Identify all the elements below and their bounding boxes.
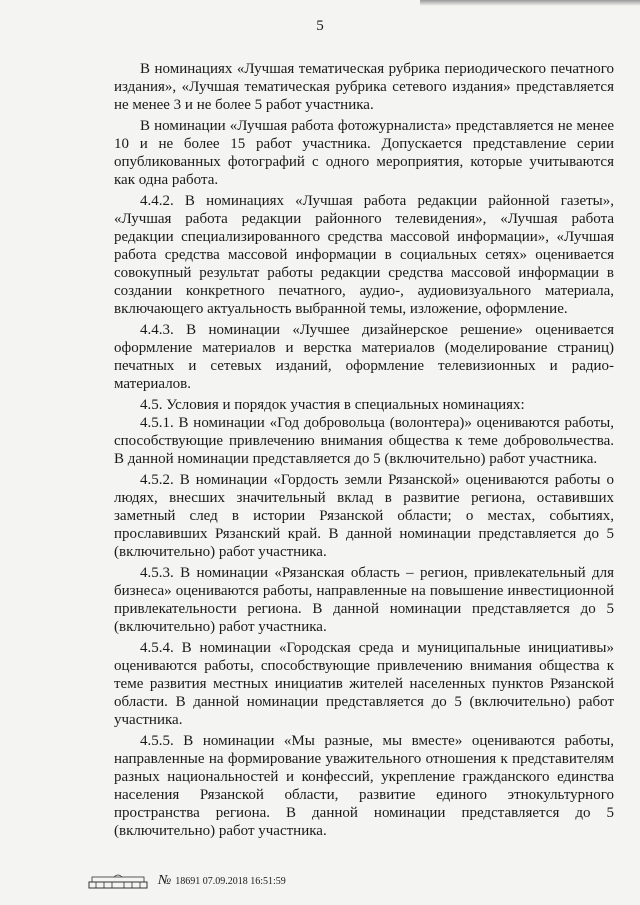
registration-stamp-text: 18691 07.09.2018 16:51:59 bbox=[175, 875, 286, 887]
paragraph-4-5-3: 4.5.3. В номинации «Рязанская область – регион, привлекательный для бизнеса» оцениваются работы, направленные на повышение инвестиционной привлекательности региона. В данной номинации представляется до 5 (включительно) работ участника. bbox=[114, 565, 614, 635]
government-building-stamp-icon bbox=[88, 873, 148, 889]
page-number: 5 bbox=[316, 18, 324, 34]
scan-edge-shadow bbox=[420, 0, 640, 6]
paragraph-4-5-4: 4.5.4. В номинации «Городская среда и муниципальные инициативы» оцениваются работы, способствующие привлечению внимания общества к теме развития местных инициатив жителей населенных пунктов Рязанской области. В данной номинации представляется до 5 (включительно) работ участника. bbox=[114, 640, 614, 728]
document-number-icon: № bbox=[158, 873, 172, 888]
paragraph-1: В номинациях «Лучшая тематическая рубрика периодического печатного издания», «Лучшая тематическая рубрика сетевого издания» представляется не менее 3 и не более 5 работ участника. bbox=[114, 61, 614, 113]
paragraph-4-4-3: 4.4.3. В номинации «Лучшее дизайнерское решение» оценивается оформление материалов и верстка материалов (моделирование страниц) печатных и сетевых изданий, оформление телевизионных и радио-материалов. bbox=[114, 322, 614, 392]
paragraph-4-4-2: 4.4.2. В номинациях «Лучшая работа редакции районной газеты», «Лучшая работа редакции районного телевидения», «Лучшая работа редакции специализированного средства массовой информации», «Лучшая работа средства массовой информации в социальных сетях» оценивается совокупный результат работы редакции средства массовой информации в создании конкретного печатного, аудио-, аудиовизуального материала, включающего актуальность выбранной темы, изложение, оформление. bbox=[114, 193, 614, 317]
paragraph-2: В номинации «Лучшая работа фотожурналиста» представляется не менее 10 и не более 15 работ участника. Допускается представление серии опубликованных фотографий с одного мероприятия, которые учитываются как одна работа. bbox=[114, 118, 614, 188]
document-body bbox=[114, 60, 614, 840]
paragraph-4-5: 4.5. Условия и порядок участия в специальных номинациях: bbox=[140, 397, 525, 413]
paragraph-4-5-1: 4.5.1. В номинации «Год добровольца (волонтера)» оцениваются работы, способствующие привлечению внимания общества к теме добровольчества. В данной номинации представляется до 5 (включительно) работ участника. bbox=[114, 415, 614, 467]
paragraph-4-5-2: 4.5.2. В номинации «Гордость земли Рязанской» оцениваются работы о людях, внесших значительный вклад в развитие региона, оставивших заметный след в истории Рязанской области; о местах, событиях, прославивших Рязанский край. В данной номинации представляется до 5 (включительно) работ участника. bbox=[114, 472, 614, 560]
paragraph-4-5-5: 4.5.5. В номинации «Мы разные, мы вместе» оцениваются работы, направленные на формирование уважительного отношения к представителям разных национальностей и конфессий, укрепление гражданского единства населения Рязанской области, развитие единого этнокультурного пространства региона. В данной номинации представляется до 5 (включительно) работ участника. bbox=[114, 733, 614, 839]
registration-footer bbox=[88, 873, 286, 889]
